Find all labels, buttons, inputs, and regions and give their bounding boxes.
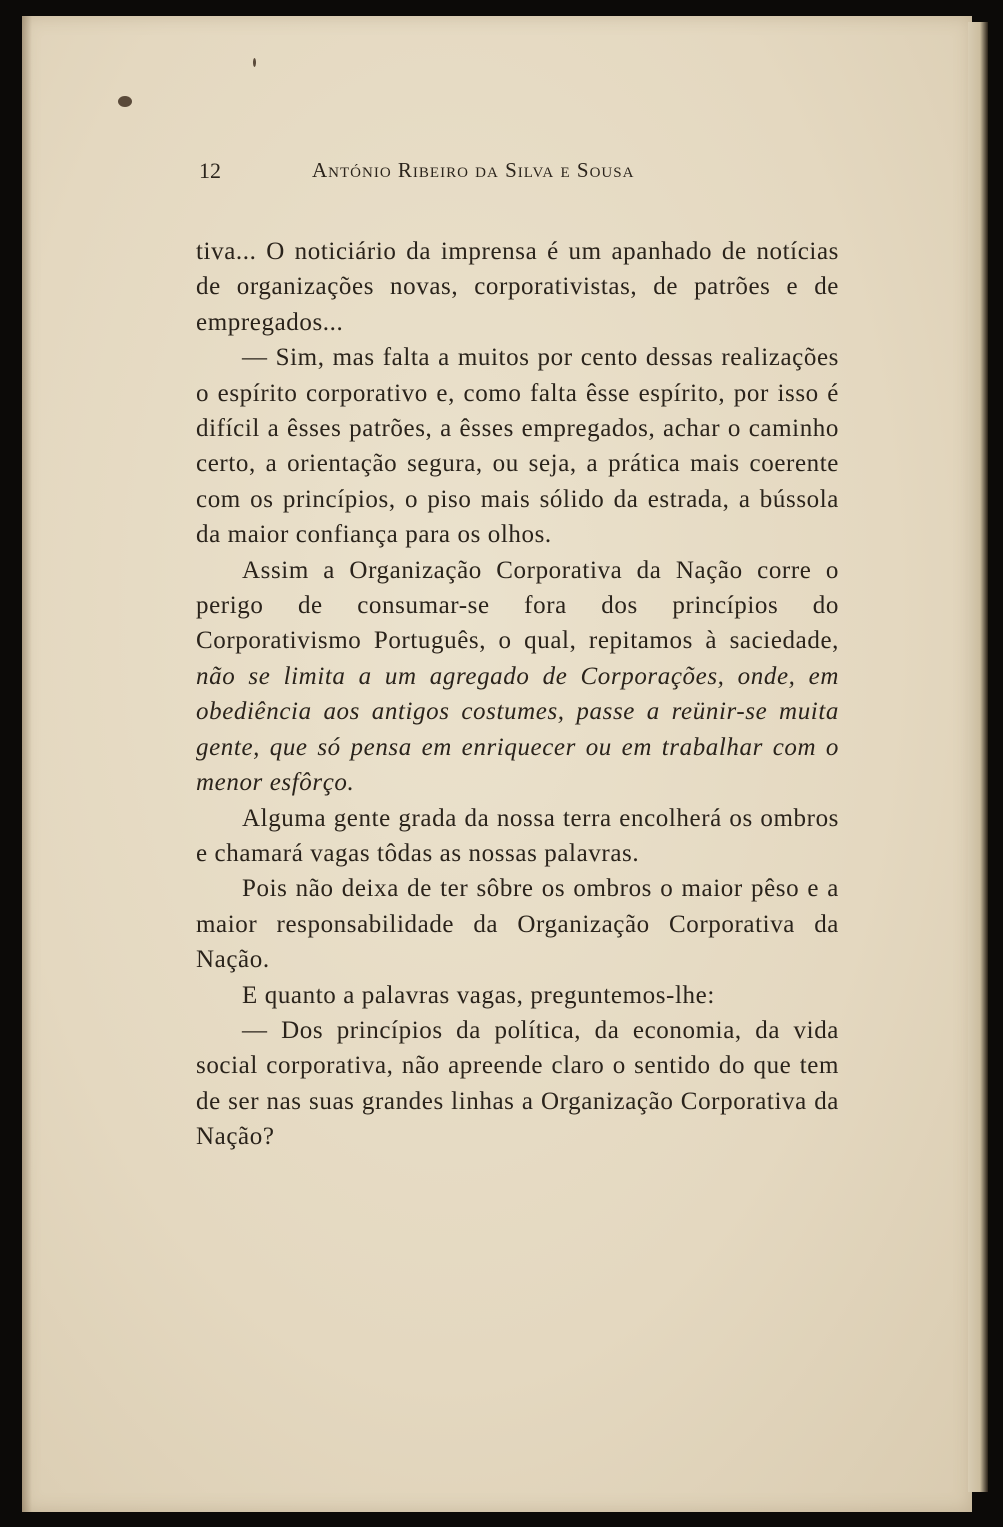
paragraph [196,553,839,801]
body-text [196,234,839,1155]
paragraph: — Sim, mas falta a muitos por cento dessas realizações o espírito corporativo e, como falta êsse espírito, por isso é difícil a êsses patrões, a êsses empregados, achar o caminho certo, a orientação segura, ou seja, a prática mais coerente com os princípios, o piso mais sólido da estrada, a bússola da maior confiança para os olhos. [196,344,839,549]
page-gutter-shadow [22,16,32,1512]
paragraph-text: Assim a Organização Corporativa da Nação corre o perigo de consumar-se fora dos princípios do Corporativismo Português, o qual, repitamos à saciedade, [196,556,839,655]
paper-speck [253,58,256,67]
paragraph: Pois não deixa de ter sôbre os ombros o maior pêso e a maior responsabilidade da Organização Corporativa da Nação. [196,875,839,974]
paragraph: — Dos princípios da política, da economia, da vida social corporativa, não apreende claro o sentido do que tem de ser nas suas grandes linhas a Organização Corporativa da Nação? [196,1016,839,1151]
paper-speck [118,96,132,107]
paragraph: tiva... O noticiário da imprensa é um apanhado de notícias de organizações novas, corporativistas, de patrões e de empregados... [196,238,839,336]
italic-quote: não se limita a um agregado de Corporações, onde, em obediência aos antigos costumes, passe a reünir-se muita gente, que só pensa em enriquecer ou em trabalhar com o menor esfôrço. [196,662,839,797]
page-edge [968,22,988,1492]
paragraph: E quanto a palavras vagas, preguntemos-lhe: [242,981,715,1009]
running-head-title: António Ribeiro da Silva e Sousa [312,158,635,182]
page-number: 12 [199,158,221,183]
paragraph: Alguma gente grada da nossa terra encolherá os ombros e chamará vagas tôdas as nossas palavras. [196,804,839,867]
